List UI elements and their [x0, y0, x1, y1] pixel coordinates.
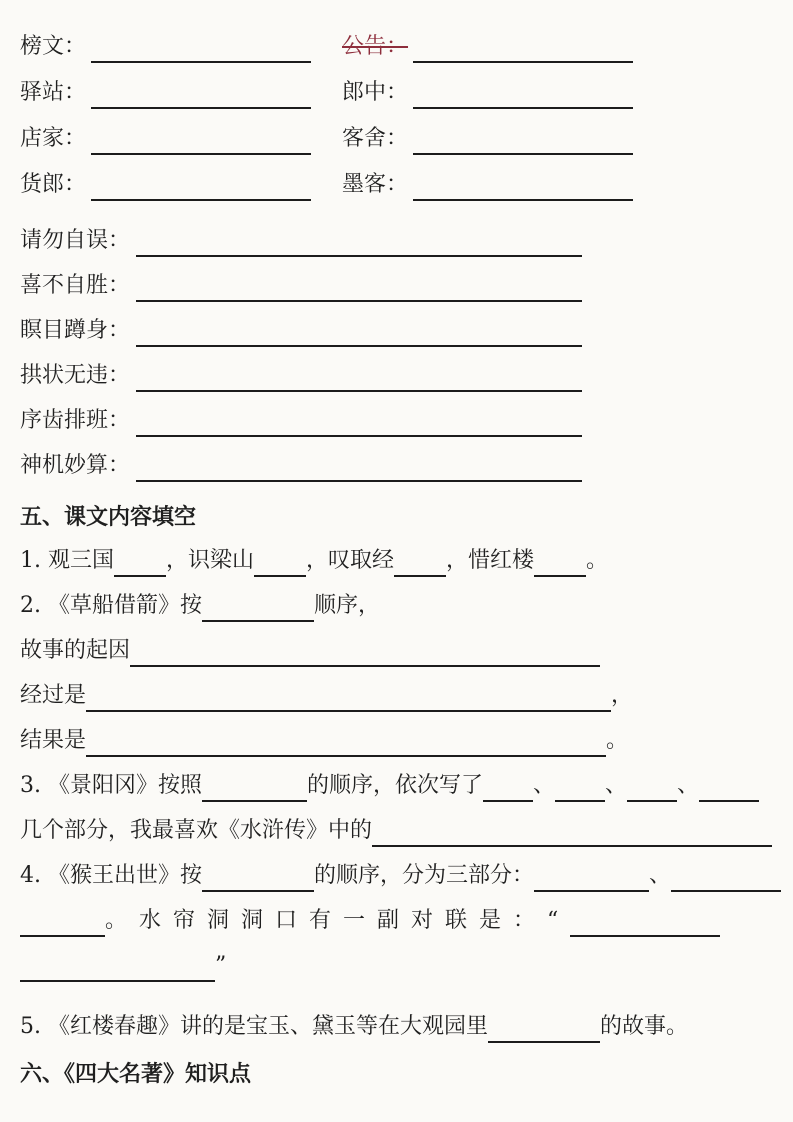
vocab-term-label: 榜文：	[20, 34, 87, 59]
blank-line	[413, 139, 633, 155]
question-2-line-3	[20, 673, 793, 718]
blank-line	[86, 696, 611, 712]
question-text: 2. 《草船借箭》按	[20, 593, 202, 618]
idiom-row	[20, 353, 793, 398]
idiom-row	[20, 308, 793, 353]
question-2-line-4	[20, 718, 793, 763]
idiom-label: 喜不自胜：	[20, 273, 131, 298]
question-5	[20, 1004, 793, 1049]
question-text: 、	[605, 773, 628, 798]
blank-line	[20, 966, 215, 982]
section-title-5: 五、课文内容填空	[20, 504, 197, 530]
blank-line	[671, 876, 781, 892]
question-text: 。	[606, 728, 629, 753]
blank-line	[372, 831, 772, 847]
question-text: ”	[215, 953, 227, 978]
idiom-label: 序齿排班：	[20, 408, 131, 433]
blank-line	[699, 786, 759, 802]
vocab-term-label: 店家：	[20, 126, 87, 151]
question-text: 结果是	[20, 728, 87, 753]
question-text: 1. 观三国	[20, 548, 114, 573]
question-text: 故事的起因	[20, 638, 131, 663]
vocab-term-label: 驿站：	[20, 80, 87, 105]
idiom-label: 拱状无违：	[20, 363, 131, 388]
blank-line	[202, 786, 307, 802]
vocab-term-label: 郎中：	[342, 80, 409, 105]
question-4-line-2	[20, 898, 793, 943]
blank-line	[413, 47, 633, 63]
question-text: 。	[586, 548, 609, 573]
blank-line	[483, 786, 533, 802]
question-text: ，识梁山	[165, 548, 254, 573]
idiom-label: 神机妙算：	[20, 453, 131, 478]
blank-line	[136, 331, 582, 347]
blank-line	[91, 185, 311, 201]
idiom-row	[20, 398, 793, 443]
blank-line	[136, 286, 582, 302]
blank-line	[570, 921, 720, 937]
vocab-term	[20, 162, 314, 208]
blank-line	[130, 651, 600, 667]
blank-line	[91, 93, 311, 109]
question-4-line-3	[20, 943, 793, 988]
blank-line	[627, 786, 677, 802]
vocab-term-label: 货郎：	[20, 172, 87, 197]
blank-line	[413, 185, 633, 201]
blank-line	[91, 139, 311, 155]
idiom-row	[20, 263, 793, 308]
question-text: 的顺序，依次写了	[306, 773, 483, 798]
blank-line	[254, 561, 306, 577]
question-4-line-1	[20, 853, 793, 898]
blank-line	[136, 421, 582, 437]
question-text: ，	[611, 683, 634, 708]
vocab-term	[20, 116, 314, 162]
question-2-line-1	[20, 583, 793, 628]
section-title-6: 六、《四大名著》知识点	[20, 1061, 252, 1087]
blank-line	[114, 561, 166, 577]
blank-line	[534, 561, 586, 577]
blank-line	[136, 241, 582, 257]
question-text: ，惜红楼	[446, 548, 535, 573]
question-text: 4. 《猴王出世》按	[20, 863, 202, 888]
blank-line	[136, 466, 582, 482]
question-1	[20, 538, 793, 583]
blank-line	[202, 876, 314, 892]
question-text: 顺序，	[313, 593, 380, 618]
blank-line	[413, 93, 633, 109]
blank-line	[534, 876, 649, 892]
question-text: 经过是	[20, 683, 87, 708]
question-text: 的顺序，分为三部分：	[313, 863, 534, 888]
idiom-label: 请勿自误：	[20, 228, 131, 253]
blank-line	[202, 606, 314, 622]
vocab-term-label: 客舍：	[342, 126, 409, 151]
idiom-list	[20, 218, 793, 488]
question-text: 、	[677, 773, 700, 798]
vocab-term	[20, 70, 314, 116]
question-text: 、	[533, 773, 556, 798]
blank-line	[488, 1027, 600, 1043]
idiom-row	[20, 443, 793, 488]
blank-line	[91, 47, 311, 63]
vocab-term	[342, 116, 632, 162]
vocab-grid	[20, 24, 793, 208]
blank-line	[555, 786, 605, 802]
vocab-term	[20, 24, 314, 70]
vocab-term-label: 墨客：	[342, 172, 409, 197]
question-text: 。水帘洞洞口有一副对联是：“	[105, 908, 571, 933]
question-3-line-1	[20, 763, 793, 808]
question-text: 的故事。	[600, 1014, 689, 1039]
idiom-label: 瞑目蹲身：	[20, 318, 131, 343]
question-text: 3. 《景阳冈》按照	[20, 773, 202, 798]
question-text: ，叹取经	[306, 548, 395, 573]
question-2-line-2	[20, 628, 793, 673]
blank-line	[20, 921, 105, 937]
question-text: 5. 《红楼春趣》讲的是宝玉、黛玉等在大观园里	[20, 1014, 488, 1039]
question-3-line-2	[20, 808, 793, 853]
vocab-term-label-red-strikethrough: 公告：	[342, 34, 409, 59]
vocab-term	[342, 162, 632, 208]
blank-line	[394, 561, 446, 577]
blank-line	[136, 376, 582, 392]
vocab-term	[342, 24, 632, 70]
vocab-term	[342, 70, 632, 116]
question-text: 几个部分，我最喜欢《水浒传》中的	[20, 818, 373, 843]
idiom-row	[20, 218, 793, 263]
question-text: 、	[649, 863, 672, 888]
blank-line	[86, 741, 606, 757]
